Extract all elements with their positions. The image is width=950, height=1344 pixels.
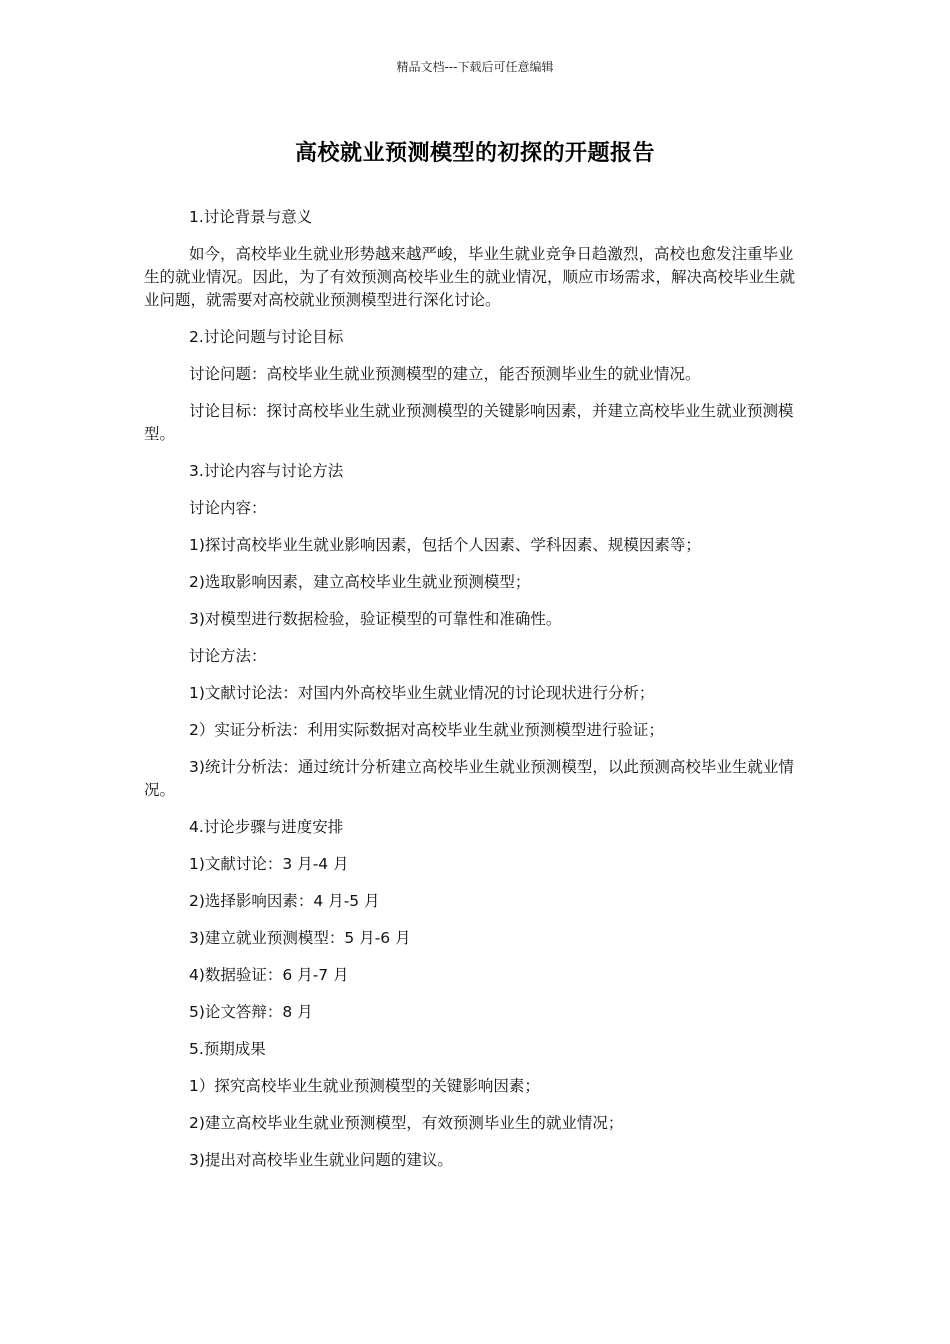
section-heading-background: 1.讨论背景与意义 [189,208,313,226]
list-item: 2）实证分析法：利用实际数据对高校毕业生就业预测模型进行验证； [189,721,664,739]
sub-heading: 讨论方法： [189,647,267,665]
sub-heading: 讨论内容： [189,499,267,517]
list-item: 2)选取影响因素，建立高校毕业生就业预测模型； [189,573,531,591]
list-item: 2)建立高校毕业生就业预测模型，有效预测毕业生的就业情况； [189,1114,624,1132]
list-item: 1)文献讨论法：对国内外高校毕业生就业情况的讨论现状进行分析； [189,684,655,702]
list-item: 5)论文答辩：8 月 [189,1003,313,1021]
document-title: 高校就业预测模型的初探的开题报告 [294,141,655,166]
list-item: 2)选择影响因素：4 月-5 月 [189,892,380,910]
list-item: 3)提出对高校毕业生就业问题的建议。 [189,1151,453,1169]
list-item: 4)数据验证：6 月-7 月 [189,966,349,984]
body-paragraph: 讨论目标：探讨高校毕业生就业预测模型的关键影响因素，并建立高校毕业生就业预测模型。 [144,402,794,443]
list-item: 3)建立就业预测模型：5 月-6 月 [189,929,411,947]
list-item: 1）探究高校毕业生就业预测模型的关键影响因素； [189,1077,540,1095]
section-heading-content: 3.讨论内容与讨论方法 [189,462,344,480]
body-paragraph: 讨论问题：高校毕业生就业预测模型的建立，能否预测毕业生的就业情况。 [189,365,701,383]
document-body [144,206,806,1186]
list-item: 1)文献讨论：3 月-4 月 [189,855,349,873]
section-heading-problem: 2.讨论问题与讨论目标 [189,328,344,346]
list-item: 1)探讨高校毕业生就业影响因素，包括个人因素、学科因素、规模因素等； [189,536,701,554]
page-header: 精品文档---下载后可任意编辑 [396,60,554,74]
body-paragraph: 如今，高校毕业生就业形势越来越严峻，毕业生就业竞争日趋激烈，高校也愈发注重毕业生的就业情况。因此，为了有效预测高校毕业生的就业情况，顺应市场需求，解决高校毕业生就业问题，就需要对高校就业预测模型进行深化讨论。 [144,245,796,309]
list-item: 3)统计分析法：通过统计分析建立高校毕业生就业预测模型，以此预测高校毕业生就业情况。 [144,758,794,799]
section-heading-schedule: 4.讨论步骤与进度安排 [189,818,344,836]
list-item: 3)对模型进行数据检验，验证模型的可靠性和准确性。 [189,610,562,628]
section-heading-outcomes: 5.预期成果 [189,1040,266,1058]
